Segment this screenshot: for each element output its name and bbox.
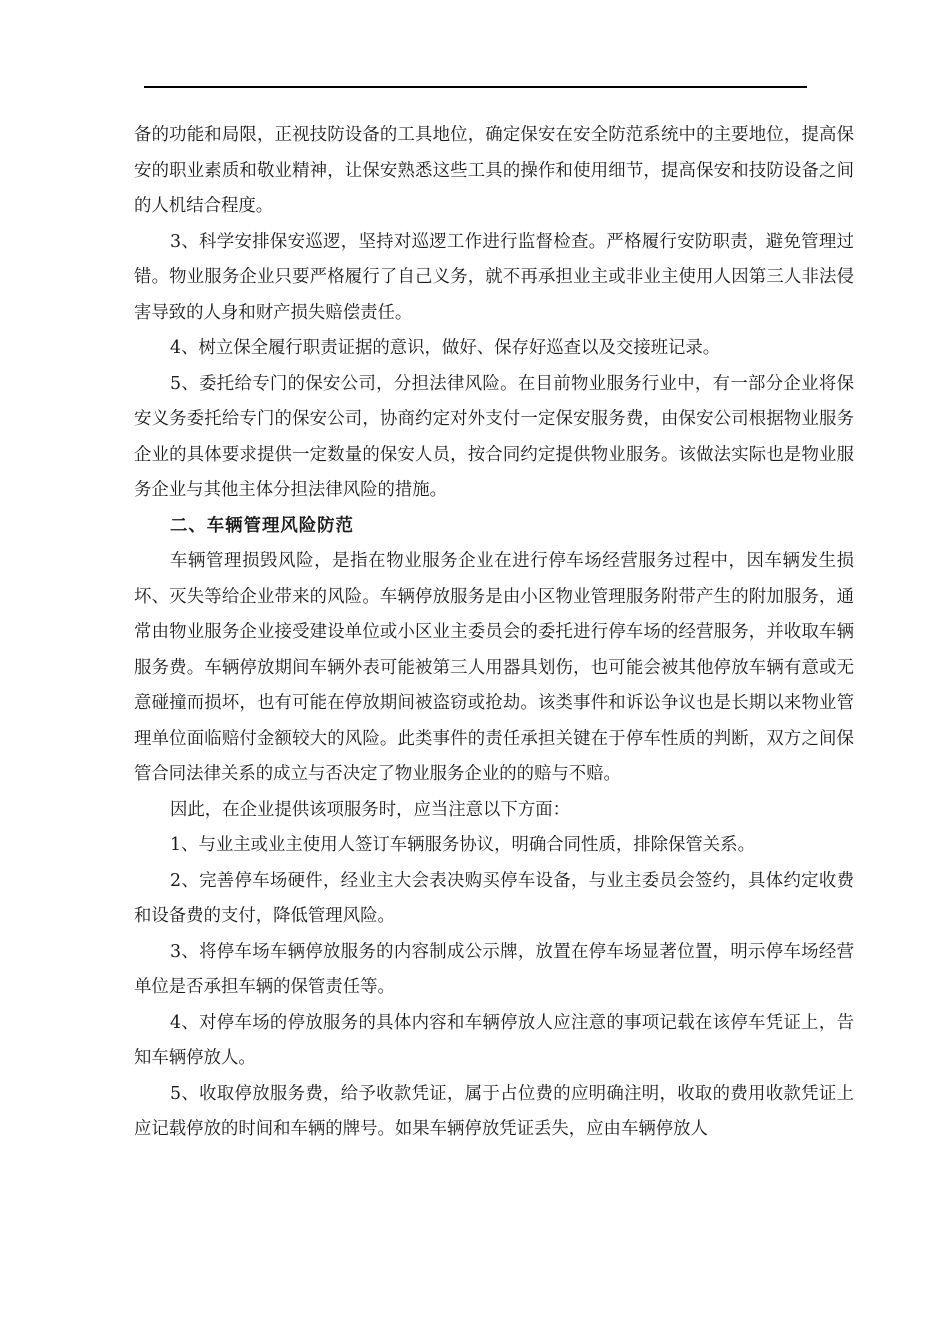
section-heading-vehicle-risk: 二、车辆管理风险防范	[170, 515, 354, 536]
header-divider	[144, 86, 807, 88]
paragraph-continuation: 备的功能和局限，正视技防设备的工具地位，确定保安在安全防范系统中的主要地位，提高保安的职业素质和敬业精神，让保安熟悉这些工具的操作和使用细节，提高保安和技防设备之间的人机结合程度。	[134, 125, 854, 216]
paragraph-item-5-outsourcing: 5、委托给专门的保安公司，分担法律风险。在目前物业服务行业中，有一部分企业将保安义务委托给专门的保安公司，协商约定对外支付一定保安服务费，由保安公司根据物业服务企业的具体要求提供一定数量的保安人员，按合同约定提供物业服务。该做法实际也是物业服务企业与其他主体分担法律风险的措施。	[134, 373, 854, 500]
paragraph-attention-points: 因此，在企业提供该项服务时，应当注意以下方面：	[170, 799, 570, 820]
paragraph-vehicle-risk-intro: 车辆管理损毁风险，是指在物业服务企业在进行停车场经营服务过程中，因车辆发生损坏、灭失等给企业带来的风险。车辆停放服务是由小区物业管理服务附带产生的附加服务，通常由物业服务企业接受建设单位或小区业主委员会的委托进行停车场的经营服务，并收取车辆服务费。车辆停放期间车辆外表可能被第三人用器具划伤，也可能会被其他停放车辆有意或无意碰撞而损坏，也有可能在停放期间被盗窃或抢劫。该类事件和诉讼争议也是长期以来物业管理单位面临赔付金额较大的风险。此类事件的责任承担关键在于停车性质的判断，双方之间保管合同法律关系的成立与否决定了物业服务企业的的赔与不赔。	[134, 551, 854, 784]
paragraph-item-3-patrol: 3、科学安排保安巡逻，坚持对巡逻工作进行监督检查。严格履行安防职责，避免管理过错。物业服务企业只要严格履行了自己义务，就不再承担业主或非业主使用人因第三人非法侵害导致的人身和财产损失赔偿责任。	[134, 231, 854, 323]
paragraph-vehicle-item-1: 1、与业主或业主使用人签订车辆服务协议，明确合同性质，排除保管关系。	[170, 835, 755, 855]
paragraph-vehicle-item-4: 4、对停车场的停放服务的具体内容和车辆停放人应注意的事项记载在该停车凭证上，告知车辆停放人。	[134, 1012, 854, 1068]
document-body	[134, 118, 854, 1148]
paragraph-item-4-evidence: 4、树立保全履行职责证据的意识，做好、保存好巡查以及交接班记录。	[170, 338, 721, 358]
paragraph-vehicle-item-3: 3、将停车场车辆停放服务的内容制成公示牌，放置在停车场显著位置，明示停车场经营单位是否承担车辆的保管责任等。	[134, 941, 854, 997]
paragraph-vehicle-item-5: 5、收取停放服务费，给予收款凭证，属于占位费的应明确注明，收取的费用收款凭证上应记载停放的时间和车辆的牌号。如果车辆停放凭证丢失，应由车辆停放人	[134, 1083, 854, 1139]
paragraph-vehicle-item-2: 2、完善停车场硬件，经业主大会表决购买停车设备，与业主委员会签约，具体约定收费和设备费的支付，降低管理风险。	[134, 870, 854, 926]
